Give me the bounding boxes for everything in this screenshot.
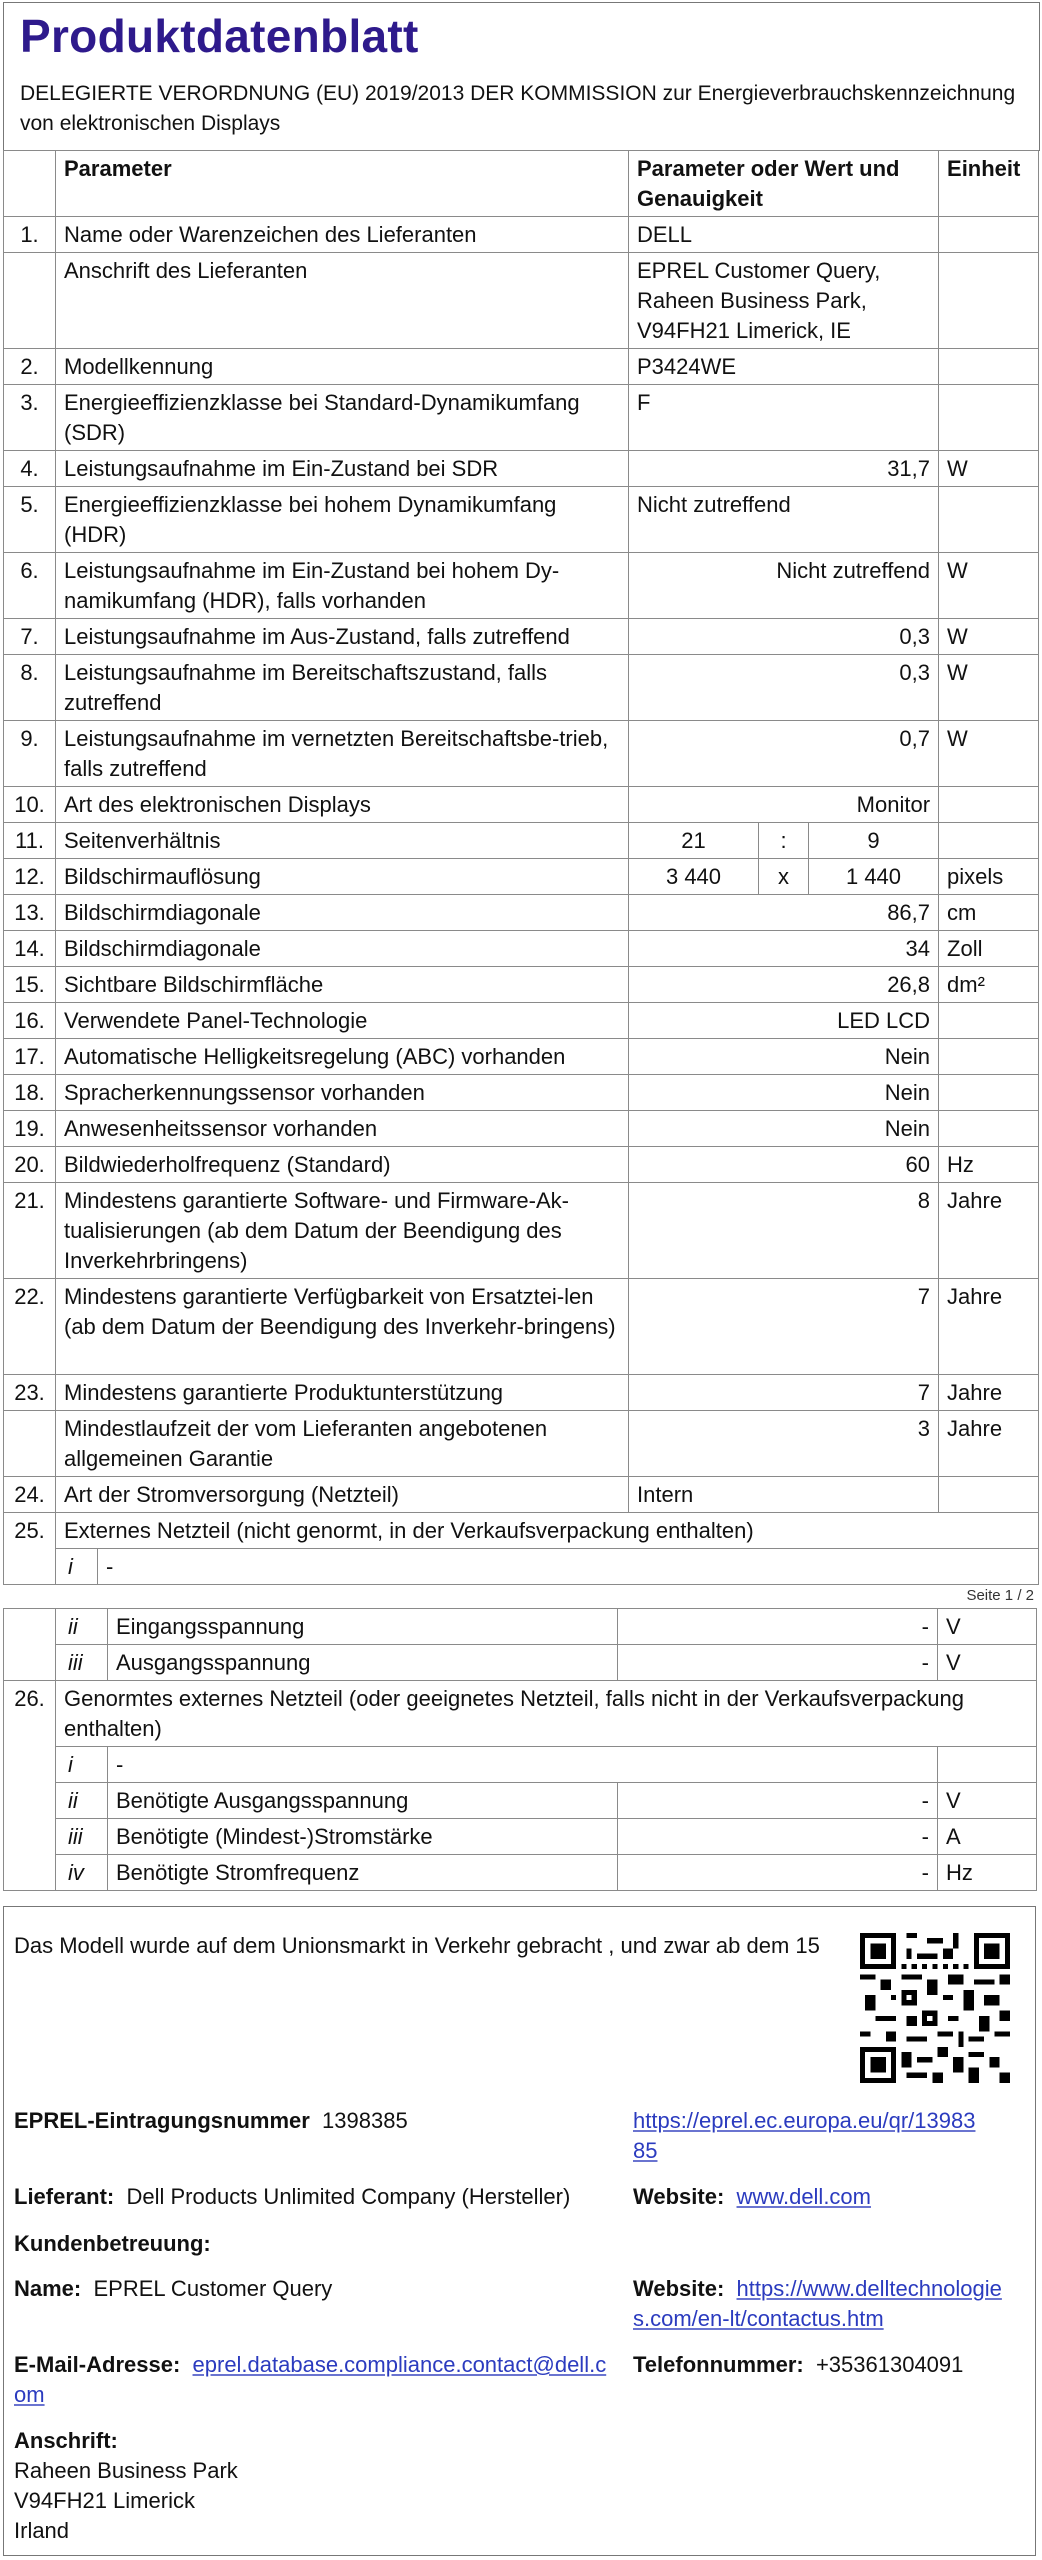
table-header-row bbox=[4, 151, 1039, 217]
table-row: 14. Bildschirmdiagonale 34 Zoll bbox=[4, 931, 1039, 967]
table-row: 24. Art der Stromversorgung (Netzteil) Intern bbox=[4, 1477, 1039, 1513]
table-row: Anschrift des Lieferanten EPREL Customer Query, Raheen Business Park, V94FH21 Limerick, IE bbox=[4, 253, 1039, 349]
table-row: 16. Verwendete Panel-Technologie LED LCD bbox=[4, 1003, 1039, 1039]
table-row: 11. Seitenverhältnis 21 : 9 bbox=[4, 823, 1039, 859]
table-row: ii Benötigte Ausgangsspannung - V bbox=[4, 1783, 1037, 1819]
table-row: 7. Leistungsaufnahme im Aus-Zustand, falls zutreffend 0,3 W bbox=[4, 619, 1039, 655]
power-supply-table-p1 bbox=[3, 1512, 1039, 1585]
table-row: 22. Mindestens garantierte Verfügbarkeit von Ersatztei-len (ab dem Datum der Beendigung des Inverkehr-bringens) 7 Jahre bbox=[4, 1279, 1039, 1375]
table-row: iii Ausgangsspannung - V bbox=[4, 1645, 1037, 1681]
table-row: 3. Energieeffizienzklasse bei Standard-Dynamikumfang (SDR) F bbox=[4, 385, 1039, 451]
table-row: 21. Mindestens garantierte Software- und Firmware-Ak-tualisierungen (ab dem Datum der Beendigung des Inverkehrbringens) 8 Jahre bbox=[4, 1183, 1039, 1279]
eprel-registration: EPREL-Eintragungsnummer 1398385 bbox=[14, 2108, 408, 2133]
product-data-table bbox=[3, 150, 1039, 1513]
table-row: 8. Leistungsaufnahme im Bereitschaftszustand, falls zutreffend 0,3 W bbox=[4, 655, 1039, 721]
table-row: ii Eingangsspannung - V bbox=[4, 1609, 1037, 1645]
table-row: iv Benötigte Stromfrequenz - Hz bbox=[4, 1855, 1037, 1891]
email-link[interactable]: eprel.database.compliance.contact@dell.com bbox=[14, 2352, 607, 2407]
header-num bbox=[4, 151, 56, 217]
table-row: 2. Modellkennung P3424WE bbox=[4, 349, 1039, 385]
table-row: 1. Name oder Warenzeichen des Lieferanten DELL bbox=[4, 217, 1039, 253]
table-row: 12. Bildschirmauflösung 3 440 x 1 440 pixels bbox=[4, 859, 1039, 895]
table-row: 6. Leistungsaufnahme im Ein-Zustand bei hohem Dy-namikumfang (HDR), falls vorhanden Nicht zutreffend W bbox=[4, 553, 1039, 619]
table-row: 25. Externes Netzteil (nicht genormt, in der Verkaufsverpackung enthalten) bbox=[4, 1513, 1039, 1549]
table-row: 26. Genormtes externes Netzteil (oder geeignetes Netzteil, falls nicht in der Verkaufsverpackung enthalten) bbox=[4, 1681, 1037, 1747]
table-row: 18. Spracherkennungssensor vorhanden Nein bbox=[4, 1075, 1039, 1111]
table-row: i - bbox=[4, 1747, 1037, 1783]
market-date-text: Das Modell wurde auf dem Unionsmarkt in Verkehr gebracht , und zwar ab dem 15 bbox=[14, 1933, 820, 1958]
table-row: 13. Bildschirmdiagonale 86,7 cm bbox=[4, 895, 1039, 931]
table-row: 10. Art des elektronischen Displays Monitor bbox=[4, 787, 1039, 823]
qr-code-icon[interactable] bbox=[860, 1933, 1010, 2083]
table-row: 19. Anwesenheitssensor vorhanden Nein bbox=[4, 1111, 1039, 1147]
supplier-website: Website: www.dell.com bbox=[633, 2184, 871, 2209]
page-title: Produktdatenblatt bbox=[20, 10, 419, 62]
support-phone: Telefonnummer: +35361304091 bbox=[633, 2352, 964, 2377]
support-name: Name: EPREL Customer Query bbox=[14, 2276, 333, 2301]
table-row: 5. Energieeffizienzklasse bei hohem Dynamikumfang (HDR) Nicht zutreffend bbox=[4, 487, 1039, 553]
table-row: iii Benötigte (Mindest-)Stromstärke - A bbox=[4, 1819, 1037, 1855]
table-row: i - bbox=[4, 1549, 1039, 1585]
header-value: Parameter oder Wert und Genauigkeit bbox=[629, 151, 939, 217]
table-row: 9. Leistungsaufnahme im vernetzten Bereitschaftsbe-trieb, falls zutreffend 0,7 W bbox=[4, 721, 1039, 787]
dell-website-link[interactable]: www.dell.com bbox=[736, 2184, 871, 2209]
page-number: Seite 1 / 2 bbox=[966, 1587, 1034, 1604]
support-email: E-Mail-Adresse: eprel.database.compliance.contact@dell.com bbox=[14, 2352, 607, 2407]
header-unit: Einheit bbox=[939, 151, 1039, 217]
table-row: 15. Sichtbare Bildschirmfläche 26,8 dm² bbox=[4, 967, 1039, 1003]
address-block: Anschrift: Raheen Business Park V94FH21 Limerick Irland bbox=[14, 2428, 238, 2543]
customer-support-heading: Kundenbetreuung: bbox=[14, 2231, 211, 2256]
support-website-link[interactable]: https://www.delltechnologies.com/en-lt/contactus.htm bbox=[633, 2276, 1002, 2331]
table-row: 4. Leistungsaufnahme im Ein-Zustand bei SDR 31,7 W bbox=[4, 451, 1039, 487]
header-parameter: Parameter bbox=[56, 151, 629, 217]
table-row: 23. Mindestens garantierte Produktunterstützung 7 Jahre bbox=[4, 1375, 1039, 1411]
table-row: 20. Bildwiederholfrequenz (Standard) 60 Hz bbox=[4, 1147, 1039, 1183]
eprel-number: 1398385 bbox=[322, 2108, 408, 2133]
table-row: Mindestlaufzeit der vom Lieferanten angebotenen allgemeinen Garantie 3 Jahre bbox=[4, 1411, 1039, 1477]
regulation-subtitle: DELEGIERTE VERORDNUNG (EU) 2019/2013 DER KOMMISSION zur Energieverbrauchskennzeichnung von elektronischen Displays bbox=[20, 82, 1016, 135]
support-website: Website: https://www.delltechnologies.com/en-lt/contactus.htm bbox=[633, 2276, 1002, 2331]
supplier-name: Dell Products Unlimited Company (Hersteller) bbox=[126, 2184, 571, 2209]
table-row: 17. Automatische Helligkeitsregelung (ABC) vorhanden Nein bbox=[4, 1039, 1039, 1075]
supplier: Lieferant: Dell Products Unlimited Company (Hersteller) bbox=[14, 2184, 571, 2209]
title-box bbox=[3, 2, 1040, 151]
power-supply-table-p2 bbox=[3, 1608, 1037, 1891]
eprel-link[interactable]: https://eprel.ec.europa.eu/qr/1398385 bbox=[633, 2108, 976, 2163]
